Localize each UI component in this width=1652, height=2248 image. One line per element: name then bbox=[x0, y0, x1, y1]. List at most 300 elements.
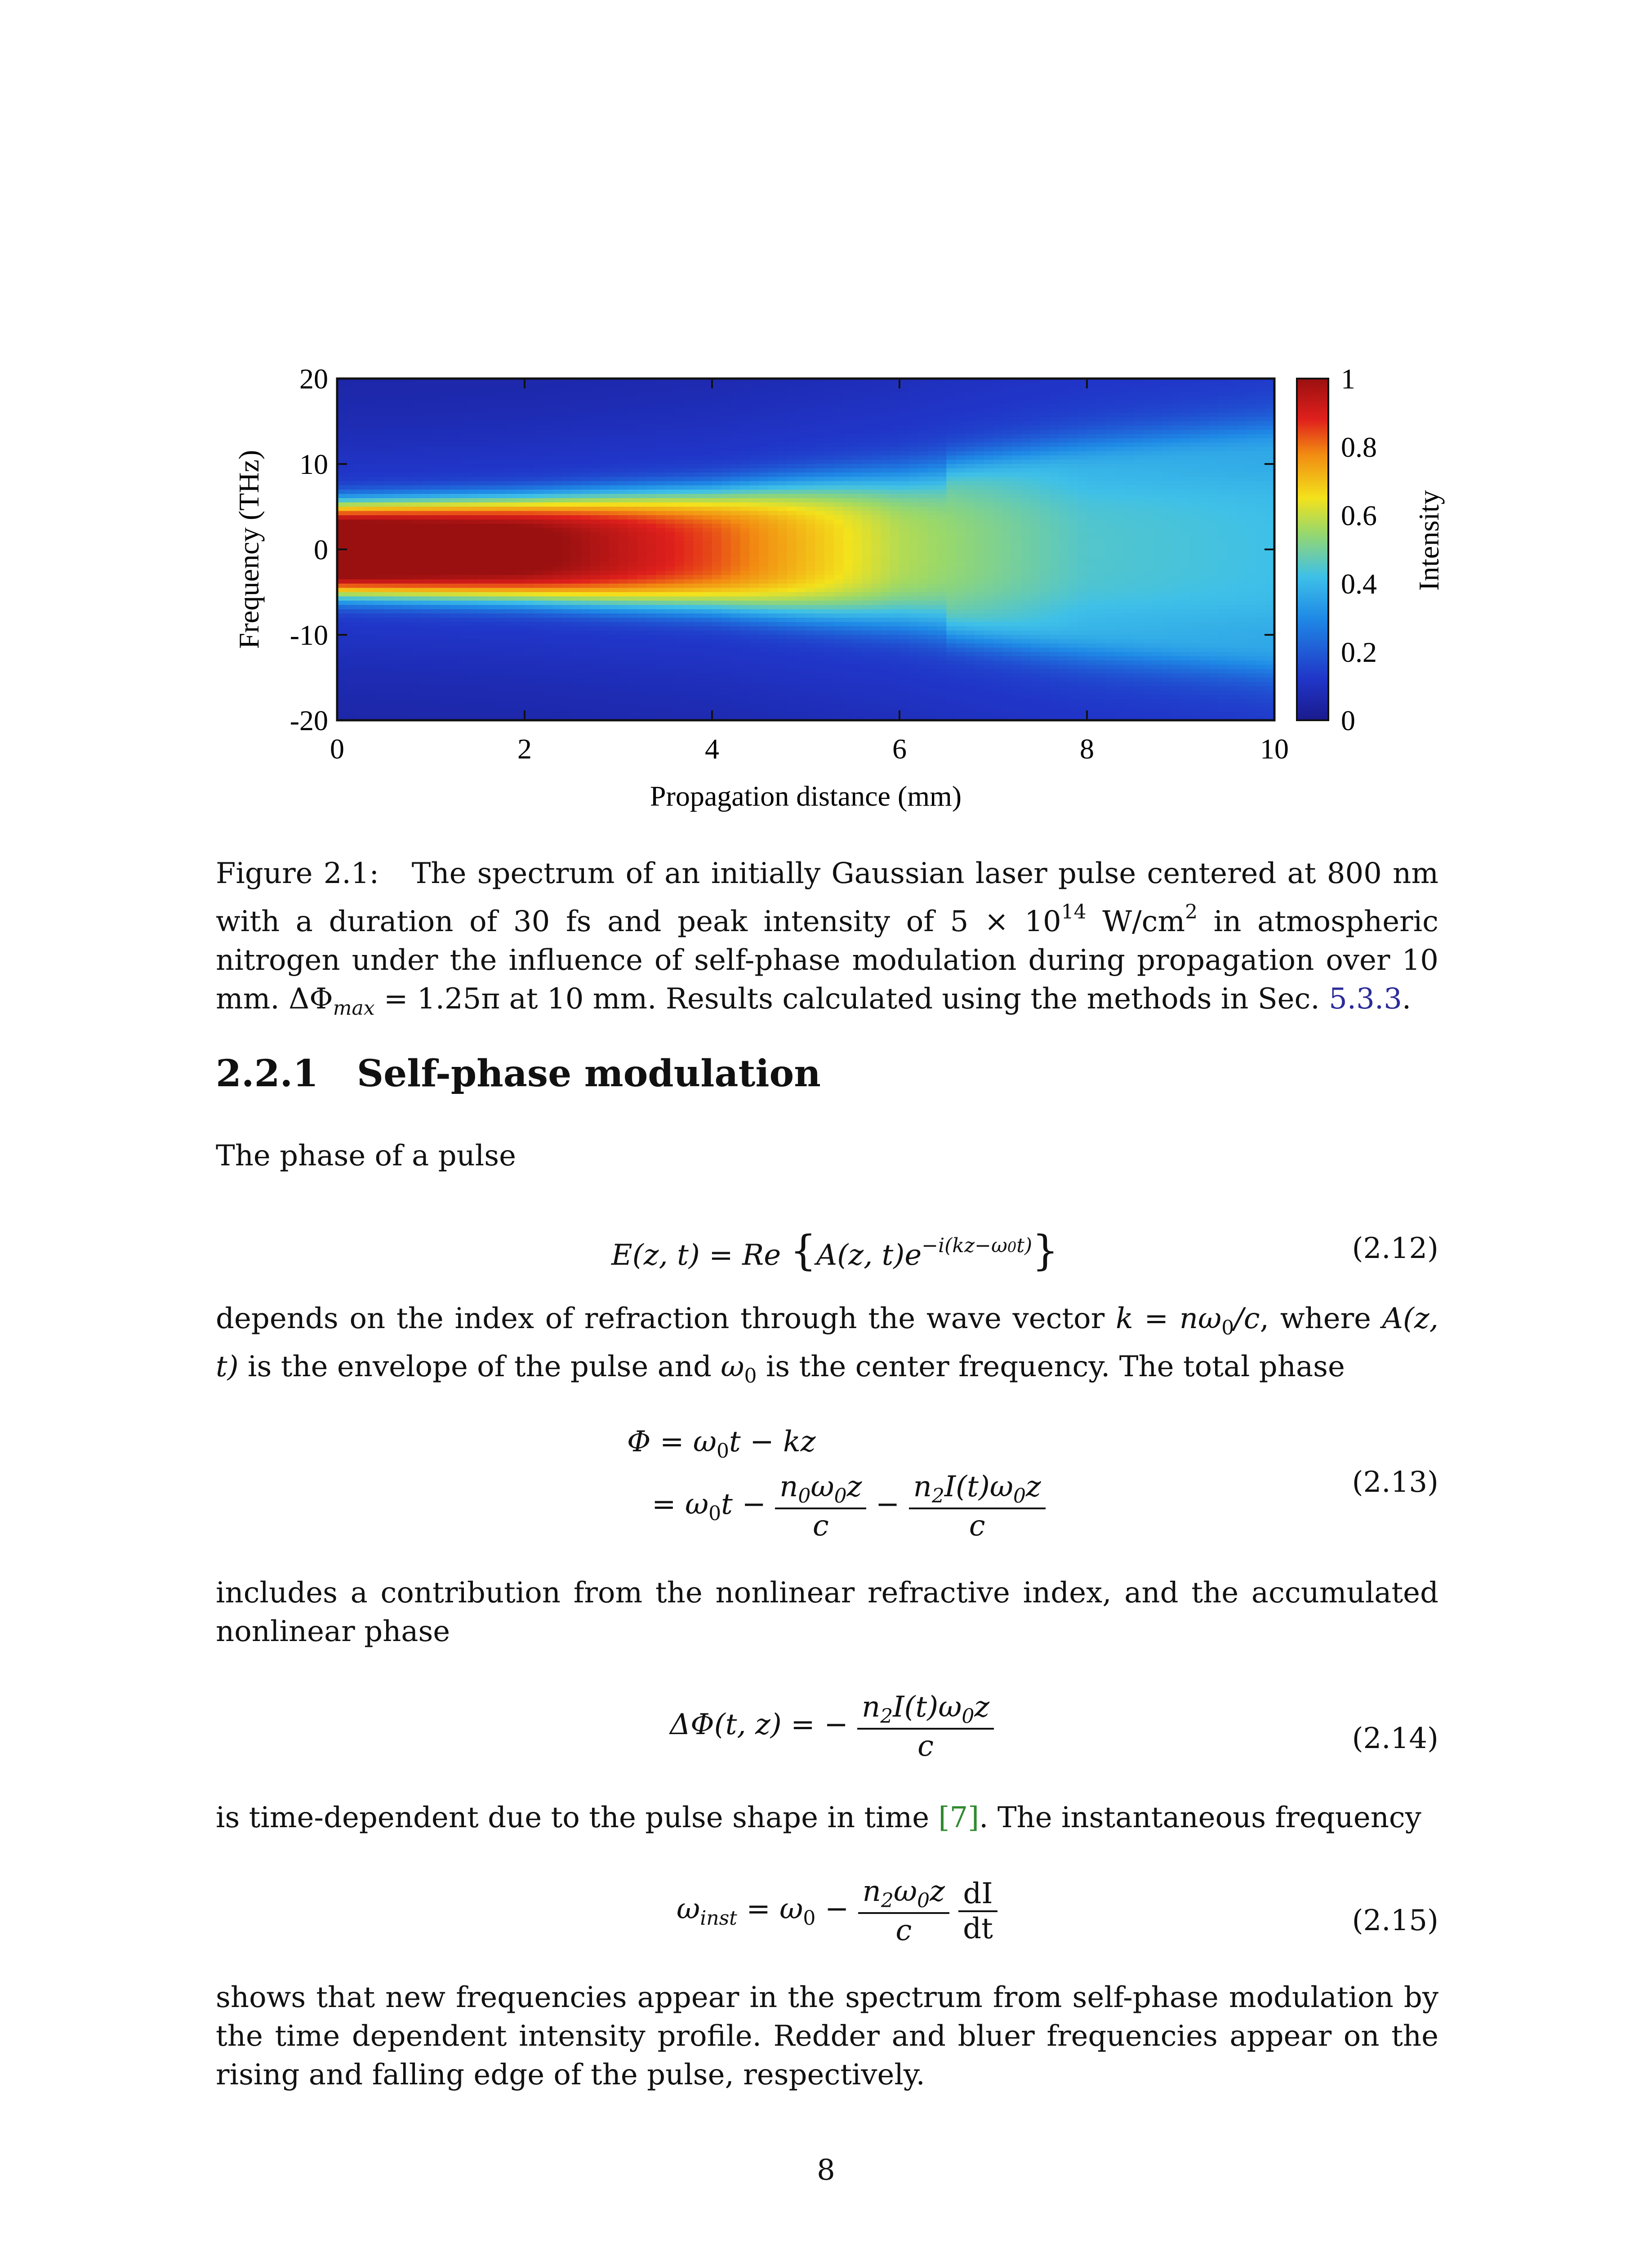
heatmap-cell bbox=[871, 417, 881, 422]
heatmap-cell bbox=[562, 558, 571, 562]
heatmap-cell bbox=[496, 665, 506, 669]
heatmap-cell bbox=[824, 545, 834, 550]
heatmap-cell bbox=[581, 494, 590, 499]
heatmap-cell bbox=[365, 507, 375, 511]
heatmap-cell bbox=[374, 656, 384, 661]
heatmap-cell bbox=[459, 678, 468, 682]
heatmap-cell bbox=[553, 464, 562, 468]
heatmap-cell bbox=[393, 486, 403, 490]
heatmap-cell bbox=[412, 695, 422, 699]
heatmap-cell bbox=[478, 443, 487, 447]
heatmap-cell bbox=[487, 490, 497, 494]
heatmap-cell bbox=[778, 520, 787, 524]
heatmap-cell bbox=[619, 686, 628, 691]
heatmap-cell bbox=[496, 426, 506, 430]
heatmap-cell bbox=[534, 639, 543, 644]
heatmap-cell bbox=[619, 524, 628, 528]
heatmap-cell bbox=[478, 575, 487, 580]
heatmap-cell bbox=[759, 434, 768, 439]
heatmap-cell bbox=[506, 511, 515, 516]
heatmap-cell bbox=[619, 528, 628, 533]
heatmap-cell bbox=[562, 575, 571, 580]
heatmap-cell bbox=[628, 703, 637, 708]
heatmap-cell bbox=[393, 605, 403, 610]
heatmap-cell bbox=[515, 665, 525, 669]
heatmap-cell bbox=[581, 473, 590, 477]
heatmap-cell bbox=[337, 597, 347, 601]
heatmap-cell bbox=[871, 545, 881, 550]
heatmap-cell bbox=[478, 430, 487, 434]
heatmap-cell bbox=[356, 383, 365, 388]
heatmap-cell bbox=[843, 434, 853, 439]
heatmap-cell bbox=[797, 639, 806, 644]
heatmap-cell bbox=[684, 597, 693, 601]
heatmap-cell bbox=[619, 691, 628, 695]
heatmap-cell bbox=[871, 588, 881, 593]
heatmap-cell bbox=[534, 618, 543, 622]
heatmap-cell bbox=[824, 597, 834, 601]
heatmap-cell bbox=[403, 580, 412, 584]
heatmap-cell bbox=[571, 669, 581, 674]
heatmap-cell bbox=[581, 622, 590, 627]
heatmap-cell bbox=[637, 434, 646, 439]
heatmap-cell bbox=[862, 652, 872, 656]
heatmap-cell bbox=[600, 451, 609, 456]
heatmap-cell bbox=[562, 404, 571, 409]
heatmap-cell bbox=[562, 686, 571, 691]
heatmap-cell bbox=[665, 404, 675, 409]
heatmap-cell bbox=[665, 580, 675, 584]
heatmap-cell bbox=[703, 443, 712, 447]
heatmap-cell bbox=[815, 520, 824, 524]
heatmap-cell bbox=[562, 669, 571, 674]
heatmap-cell bbox=[403, 515, 412, 520]
heatmap-cell bbox=[731, 515, 740, 520]
heatmap-cell bbox=[646, 545, 656, 550]
heatmap-cell bbox=[590, 554, 600, 558]
heatmap-cell bbox=[365, 566, 375, 571]
heatmap-cell bbox=[843, 678, 853, 682]
heatmap-cell bbox=[646, 554, 656, 558]
heatmap-cell bbox=[412, 566, 422, 571]
heatmap-cell bbox=[853, 473, 862, 477]
heatmap-cell bbox=[693, 438, 703, 443]
heatmap-cell bbox=[712, 392, 721, 396]
heatmap-cell bbox=[824, 498, 834, 503]
heatmap-cell bbox=[459, 686, 468, 691]
heatmap-cell bbox=[440, 656, 450, 661]
heatmap-cell bbox=[609, 503, 619, 507]
heatmap-cell bbox=[815, 490, 824, 494]
heatmap-cell bbox=[806, 674, 815, 678]
heatmap-cell bbox=[778, 669, 787, 674]
heatmap-cell bbox=[374, 597, 384, 601]
heatmap-cell bbox=[431, 383, 441, 388]
heatmap-cell bbox=[759, 605, 768, 610]
heatmap-cell bbox=[337, 566, 347, 571]
heatmap-cell bbox=[337, 515, 347, 520]
heatmap-cell bbox=[506, 674, 515, 678]
heatmap-cell bbox=[862, 545, 872, 550]
heatmap-cell bbox=[619, 447, 628, 451]
heatmap-cell bbox=[749, 580, 759, 584]
heatmap-cell bbox=[450, 605, 459, 610]
heatmap-cell bbox=[600, 494, 609, 499]
heatmap-cell bbox=[459, 558, 468, 562]
heatmap-cell bbox=[562, 430, 571, 434]
heatmap-cell bbox=[712, 490, 721, 494]
heatmap-cell bbox=[337, 643, 347, 648]
heatmap-cell bbox=[637, 421, 646, 426]
heatmap-cell bbox=[534, 652, 543, 656]
heatmap-cell bbox=[600, 537, 609, 541]
heatmap-cell bbox=[440, 409, 450, 413]
heatmap-cell bbox=[768, 537, 778, 541]
heatmap-cell bbox=[909, 537, 918, 541]
heatmap-cell bbox=[525, 409, 534, 413]
heatmap-cell bbox=[890, 635, 899, 639]
heatmap-cell bbox=[665, 562, 675, 567]
heatmap-cell bbox=[581, 558, 590, 562]
heatmap-cell bbox=[384, 434, 393, 439]
heatmap-cell bbox=[853, 695, 862, 699]
heatmap-cell bbox=[797, 494, 806, 499]
heatmap-cell bbox=[525, 592, 534, 597]
heatmap-cell bbox=[534, 665, 543, 669]
heatmap-cell bbox=[759, 404, 768, 409]
heatmap-cell bbox=[693, 447, 703, 451]
heatmap-cell bbox=[909, 477, 918, 482]
heatmap-cell bbox=[384, 554, 393, 558]
heatmap-cell bbox=[619, 554, 628, 558]
heatmap-cell bbox=[703, 455, 712, 460]
heatmap-cell bbox=[534, 545, 543, 550]
heatmap-cell bbox=[768, 631, 778, 635]
heatmap-cell bbox=[478, 592, 487, 597]
heatmap-cell bbox=[459, 511, 468, 516]
heatmap-cell bbox=[721, 413, 731, 417]
heatmap-cell bbox=[684, 686, 693, 691]
heatmap-cell bbox=[356, 601, 365, 605]
heatmap-cell bbox=[675, 528, 684, 533]
heatmap-cell bbox=[843, 639, 853, 644]
heatmap-cell bbox=[422, 486, 431, 490]
heatmap-cell bbox=[843, 558, 853, 562]
heatmap-cell bbox=[374, 438, 384, 443]
heatmap-cell bbox=[899, 566, 909, 571]
heatmap-cell bbox=[337, 674, 347, 678]
heatmap-cell bbox=[450, 588, 459, 593]
heatmap-cell bbox=[515, 584, 525, 588]
heatmap-cell bbox=[600, 409, 609, 413]
heatmap-cell bbox=[619, 396, 628, 400]
heatmap-cell bbox=[871, 652, 881, 656]
heatmap-cell bbox=[768, 571, 778, 575]
heatmap-cell bbox=[450, 571, 459, 575]
heatmap-cell bbox=[787, 674, 797, 678]
heatmap-cell bbox=[534, 682, 543, 687]
heatmap-cell bbox=[703, 494, 712, 499]
heatmap-cell bbox=[637, 383, 646, 388]
heatmap-cell bbox=[384, 507, 393, 511]
heatmap-cell bbox=[459, 584, 468, 588]
heatmap-cell bbox=[628, 524, 637, 528]
heatmap-cell bbox=[619, 417, 628, 422]
heatmap-cell bbox=[628, 660, 637, 665]
heatmap-cell bbox=[824, 434, 834, 439]
heatmap-cell bbox=[515, 588, 525, 593]
heatmap-cell bbox=[478, 541, 487, 545]
heatmap-cell bbox=[487, 703, 497, 708]
heatmap-cell bbox=[853, 631, 862, 635]
heatmap-cell bbox=[412, 635, 422, 639]
heatmap-cell bbox=[778, 622, 787, 627]
heatmap-cell bbox=[393, 554, 403, 558]
heatmap-cell bbox=[628, 409, 637, 413]
heatmap-cell bbox=[759, 400, 768, 405]
heatmap-cell bbox=[675, 669, 684, 674]
heatmap-cell bbox=[909, 387, 918, 392]
heatmap-cell bbox=[890, 686, 899, 691]
heatmap-cell bbox=[731, 404, 740, 409]
heatmap-cell bbox=[853, 648, 862, 652]
heatmap-cell bbox=[356, 691, 365, 695]
heatmap-cell bbox=[693, 490, 703, 494]
heatmap-cell bbox=[571, 511, 581, 516]
heatmap-cell bbox=[525, 648, 534, 652]
heatmap-cell bbox=[337, 580, 347, 584]
heatmap-cell bbox=[899, 580, 909, 584]
heatmap-cell bbox=[703, 404, 712, 409]
heatmap-cell bbox=[590, 660, 600, 665]
heatmap-cell bbox=[590, 490, 600, 494]
heatmap-cell bbox=[543, 652, 553, 656]
heatmap-cell bbox=[899, 708, 909, 712]
heatmap-cell bbox=[440, 605, 450, 610]
heatmap-cell bbox=[356, 695, 365, 699]
heatmap-cell bbox=[675, 490, 684, 494]
heatmap-cell bbox=[562, 434, 571, 439]
heatmap-cell bbox=[665, 601, 675, 605]
heatmap-cell bbox=[843, 660, 853, 665]
heatmap-cell bbox=[693, 609, 703, 614]
heatmap-cell bbox=[853, 571, 862, 575]
heatmap-cell bbox=[768, 601, 778, 605]
heatmap-cell bbox=[853, 421, 862, 426]
heatmap-cell bbox=[506, 562, 515, 567]
heatmap-cell bbox=[412, 438, 422, 443]
heatmap-cell bbox=[496, 699, 506, 704]
heatmap-cell bbox=[459, 708, 468, 712]
heatmap-cell bbox=[440, 486, 450, 490]
heatmap-cell bbox=[740, 392, 750, 396]
heatmap-cell bbox=[899, 511, 909, 516]
heatmap-cell bbox=[646, 597, 656, 601]
heatmap-cell bbox=[768, 549, 778, 554]
heatmap-cell bbox=[374, 609, 384, 614]
heatmap-cell bbox=[899, 430, 909, 434]
heatmap-cell bbox=[459, 481, 468, 486]
heatmap-cell bbox=[431, 618, 441, 622]
heatmap-cell bbox=[675, 541, 684, 545]
heatmap-cell bbox=[656, 524, 665, 528]
heatmap-cell bbox=[759, 383, 768, 388]
heatmap-cell bbox=[468, 387, 478, 392]
heatmap-cell bbox=[374, 528, 384, 533]
heatmap-cell bbox=[749, 588, 759, 593]
heatmap-cell bbox=[347, 562, 356, 567]
heatmap-cell bbox=[665, 691, 675, 695]
heatmap-cell bbox=[543, 588, 553, 593]
heatmap-cell bbox=[862, 554, 872, 558]
heatmap-cell bbox=[365, 396, 375, 400]
heatmap-cell bbox=[440, 554, 450, 558]
heatmap-cell bbox=[712, 417, 721, 422]
heatmap-cell bbox=[675, 524, 684, 528]
heatmap-cell bbox=[871, 494, 881, 499]
heatmap-cell bbox=[440, 592, 450, 597]
heatmap-cell bbox=[890, 571, 899, 575]
heatmap-cell bbox=[824, 558, 834, 562]
heatmap-cell bbox=[843, 580, 853, 584]
heatmap-cell bbox=[890, 669, 899, 674]
heatmap-cell bbox=[703, 618, 712, 622]
heatmap-cell bbox=[815, 447, 824, 451]
heatmap-cell bbox=[450, 622, 459, 627]
heatmap-cell bbox=[553, 507, 562, 511]
heatmap-cell bbox=[675, 691, 684, 695]
heatmap-cell bbox=[749, 498, 759, 503]
heatmap-cell bbox=[356, 392, 365, 396]
heatmap-cell bbox=[693, 575, 703, 580]
heatmap-cell bbox=[834, 528, 843, 533]
heatmap-cell bbox=[768, 524, 778, 528]
heatmap-cell bbox=[871, 691, 881, 695]
heatmap-cell bbox=[712, 468, 721, 473]
heatmap-cell bbox=[543, 443, 553, 447]
heatmap-cell bbox=[909, 708, 918, 712]
heatmap-cell bbox=[553, 665, 562, 669]
heatmap-cell bbox=[843, 686, 853, 691]
heatmap-cell bbox=[496, 549, 506, 554]
heatmap-cell bbox=[665, 528, 675, 533]
heatmap-cell bbox=[834, 524, 843, 528]
heatmap-cell bbox=[515, 656, 525, 661]
heatmap-cell bbox=[450, 383, 459, 388]
heatmap-cell bbox=[609, 421, 619, 426]
heatmap-cell bbox=[712, 396, 721, 400]
heatmap-cell bbox=[853, 528, 862, 533]
heatmap-cell bbox=[590, 695, 600, 699]
heatmap-cell bbox=[853, 417, 862, 422]
heatmap-cell bbox=[787, 387, 797, 392]
heatmap-cell bbox=[862, 635, 872, 639]
heatmap-cell bbox=[797, 695, 806, 699]
heatmap-cell bbox=[412, 631, 422, 635]
heatmap-cell bbox=[347, 605, 356, 610]
heatmap-cell bbox=[675, 592, 684, 597]
heatmap-cell bbox=[806, 528, 815, 533]
heatmap-cell bbox=[571, 678, 581, 682]
heatmap-cell bbox=[337, 652, 347, 656]
heatmap-cell bbox=[665, 524, 675, 528]
heatmap-cell bbox=[899, 468, 909, 473]
heatmap-cell bbox=[721, 451, 731, 456]
heatmap-cell bbox=[778, 674, 787, 678]
heatmap-cell bbox=[403, 691, 412, 695]
heatmap-cell bbox=[787, 477, 797, 482]
heatmap-cell bbox=[403, 520, 412, 524]
heatmap-cell bbox=[684, 558, 693, 562]
heatmap-cell bbox=[768, 597, 778, 601]
heatmap-cell bbox=[337, 609, 347, 614]
heatmap-cell bbox=[609, 643, 619, 648]
heatmap-cell bbox=[459, 635, 468, 639]
heatmap-cell bbox=[899, 605, 909, 610]
heatmap-cell bbox=[450, 486, 459, 490]
heatmap-cell bbox=[515, 614, 525, 618]
heatmap-cell bbox=[806, 409, 815, 413]
heatmap-cell bbox=[797, 532, 806, 537]
heatmap-cell bbox=[553, 592, 562, 597]
heatmap-cell bbox=[712, 708, 721, 712]
heatmap-cell bbox=[365, 592, 375, 597]
heatmap-cell bbox=[797, 643, 806, 648]
heatmap-cell bbox=[487, 396, 497, 400]
heatmap-cell bbox=[525, 669, 534, 674]
heatmap-cell bbox=[721, 584, 731, 588]
heatmap-cell bbox=[628, 678, 637, 682]
heatmap-cell bbox=[693, 498, 703, 503]
heatmap-cell bbox=[646, 592, 656, 597]
heatmap-cell bbox=[693, 614, 703, 618]
heatmap-cell bbox=[487, 486, 497, 490]
heatmap-cell bbox=[646, 447, 656, 451]
heatmap-cell bbox=[534, 383, 543, 388]
heatmap-cell bbox=[347, 481, 356, 486]
heatmap-cell bbox=[721, 409, 731, 413]
heatmap-cell bbox=[496, 643, 506, 648]
heatmap-cell bbox=[778, 549, 787, 554]
heatmap-cell bbox=[675, 580, 684, 584]
heatmap-cell bbox=[871, 618, 881, 622]
heatmap-cell bbox=[590, 545, 600, 550]
heatmap-cell bbox=[450, 703, 459, 708]
heatmap-cell bbox=[749, 652, 759, 656]
heatmap-cell bbox=[440, 695, 450, 699]
heatmap-cell bbox=[899, 618, 909, 622]
heatmap-cell bbox=[665, 413, 675, 417]
heatmap-cell bbox=[478, 708, 487, 712]
heatmap-cell bbox=[899, 652, 909, 656]
heatmap-cell bbox=[374, 400, 384, 405]
heatmap-cell bbox=[862, 691, 872, 695]
heatmap-cell bbox=[778, 605, 787, 610]
heatmap-cell bbox=[740, 524, 750, 528]
heatmap-cell bbox=[656, 520, 665, 524]
heatmap-cell bbox=[581, 678, 590, 682]
heatmap-cell bbox=[356, 468, 365, 473]
heatmap-cell bbox=[422, 558, 431, 562]
heatmap-cell bbox=[525, 413, 534, 417]
heatmap-cell bbox=[384, 520, 393, 524]
heatmap-cell bbox=[553, 455, 562, 460]
heatmap-cell bbox=[797, 451, 806, 456]
heatmap-cell bbox=[365, 447, 375, 451]
heatmap-cell bbox=[506, 515, 515, 520]
heatmap-cell bbox=[731, 486, 740, 490]
heatmap-cell bbox=[890, 400, 899, 405]
